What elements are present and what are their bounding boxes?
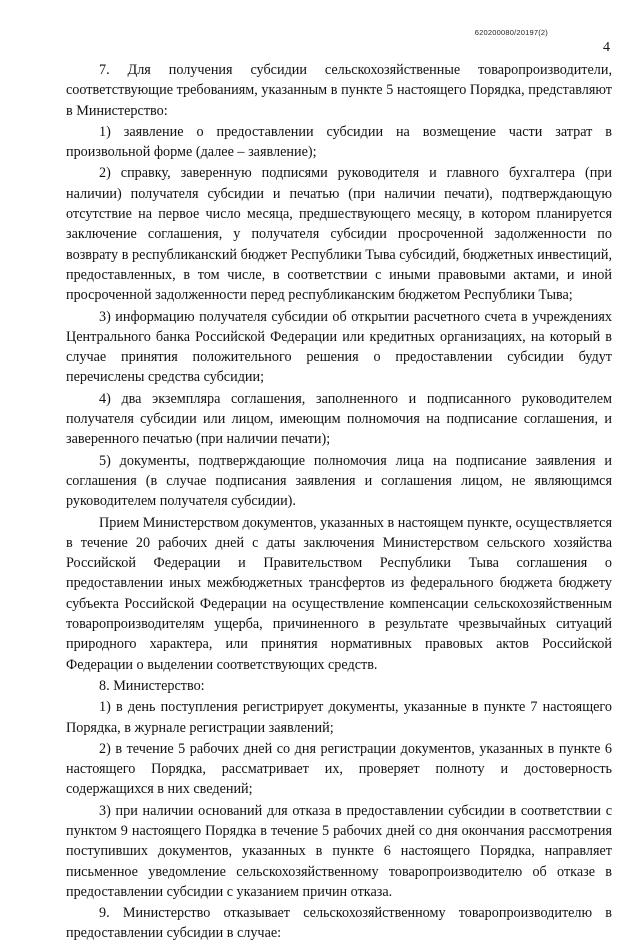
- paragraph-item-7: 7. Для получения субсидии сельскохозяйственные товаропроизводители, соответствующие требованиям, указанным в пункте 5 настоящего Порядка, представляют в Министерство:: [66, 62, 612, 119]
- paragraph-item-8: 8. Министерство:: [99, 677, 205, 694]
- paragraph-item-8-3: 3) при наличии оснований для отказа в предоставлении субсидии в соответствии с пунктом 9 настоящего Порядка в течение 5 рабочих дней со дня окончания рассмотрения поступивших документов, указанных в пункте 6 настоящего Порядка, направляет письменное уведомление сельскохозяйственному товаропроизводителю об отказе в предоставлении субсидии с указанием причин отказа.: [66, 802, 612, 900]
- paragraph-item-7-1: 1) заявление о предоставлении субсидии на возмещение части затрат в произвольной форме (далее – заявление);: [66, 123, 612, 161]
- paragraph-item-7-3: 3) информацию получателя субсидии об открытии расчетного счета в учреждениях Центрального банка Российской Федерации или кредитных организациях, на который в случае принятия положительного решения о предоставлении субсидии будут перечислены средства субсидии;: [66, 308, 612, 386]
- paragraph-item-8-1: 1) в день поступления регистрирует документы, указанные в пункте 7 настоящего Порядка, в журнале регистрации заявлений;: [66, 699, 612, 736]
- paragraph-item-7-4: 4) два экземпляра соглашения, заполненного и подписанного руководителем получателя субсидии или лицом, имеющим полномочия на подписание соглашения, и заверенного печатью (при наличии печати);: [66, 390, 612, 448]
- paragraph-item-8-2: 2) в течение 5 рабочих дней со дня регистрации документов, указанных в пункте 6 настоящего Порядка, рассматривает их, проверяет полноту и достоверность содержащихся в них сведений;: [66, 740, 612, 798]
- paragraph-document-acceptance: Прием Министерством документов, указанных в настоящем пункте, осуществляется в течение 20 рабочих дней с даты заключения Министерством сельского хозяйства Российской Федерации и Правительством Республики Тыва соглашения о предоставлении иных межбюджетных трансфертов из федерального бюджета бюджету субъекта Российской Федерации на осуществление компенсации сельскохозяйственным товаропроизводителям ущерба, причиненного в результате чрезвычайных ситуаций природного характера, или принятия нормативных правовых актов Российской Федерации о выделении соответствующих средств.: [66, 514, 612, 673]
- paragraph-item-9: 9. Министерство отказывает сельскохозяйственному товаропроизводителю в предоставлении субсидии в случае:: [66, 905, 612, 942]
- document-code: 620200080/20197(2): [474, 28, 548, 37]
- document-body: [66, 60, 612, 945]
- page-number: 4: [603, 40, 610, 55]
- paragraph-item-7-2: 2) справку, заверенную подписями руководителя и главного бухгалтера (при наличии) получателя субсидии и печатью (при наличии печати), подтверждающую отсутствие на первое число месяца, предшествующего месяцу, в котором планируется заключение соглашения, у получателя субсидии просроченной задолженности по возврату в республиканский бюджет Республики Тыва субсидий, бюджетных инвестиций, предоставленных, в том числе, в соответствии с иными правовыми актами, и иной просроченной задолженности перед республиканским бюджетом Республики Тыва;: [66, 165, 612, 304]
- paragraph-item-7-5: 5) документы, подтверждающие полномочия лица на подписание заявления и соглашения (в случае подписания заявления и соглашения лицом, не являющимся руководителем получателя субсидии).: [66, 452, 612, 510]
